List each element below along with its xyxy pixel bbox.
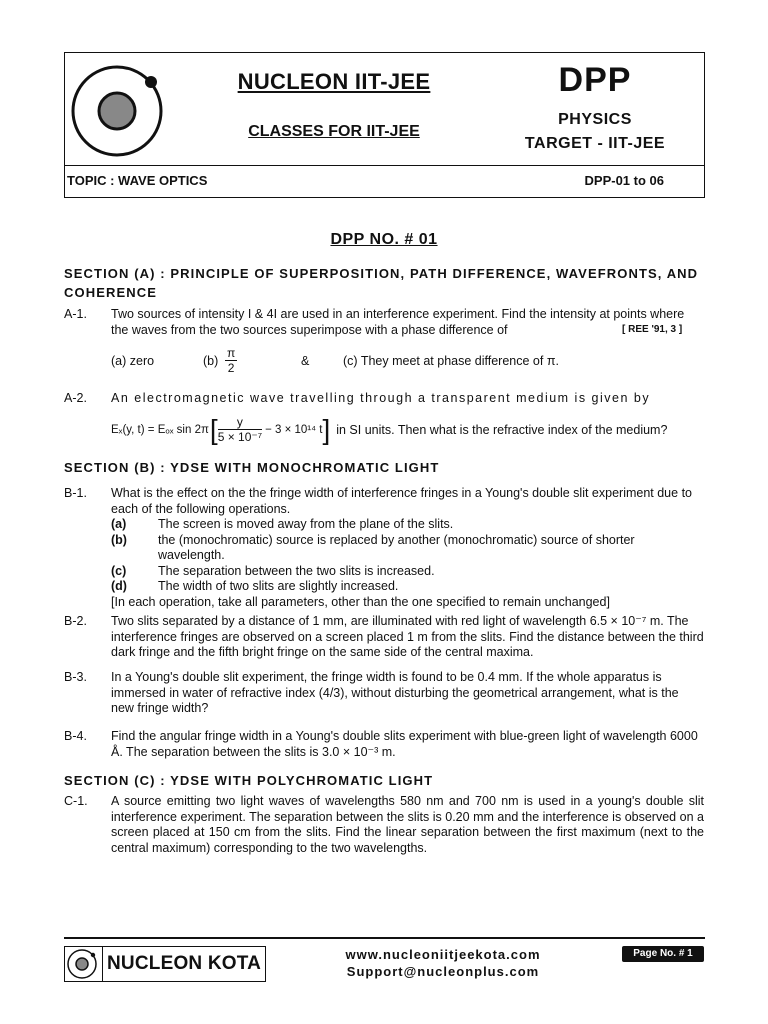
b1-subitems — [111, 517, 704, 610]
question-text: In a Young's double slit experiment, the fringe width is found to be 0.4 mm. If the whole apparatus is immersed in water of refractive index (4/3), without disturbing the geometrical arrangement, what is the new fringe width? — [111, 670, 679, 715]
fraction-denominator: 5 × 10⁻⁷ — [217, 430, 263, 444]
question-number: B-1. — [64, 486, 87, 500]
fraction-denominator: 2 — [227, 361, 235, 375]
option-c: (c) They meet at phase difference of π. — [343, 354, 559, 368]
option-a: (a) zero — [111, 354, 155, 368]
question-b2 — [64, 614, 704, 661]
equation-lhs: Eₓ(y, t) = Eₒₓ sin 2π — [111, 423, 209, 436]
item-text: The width of two slits are slightly increased. — [158, 579, 399, 593]
fraction-numerator: y — [218, 415, 262, 430]
website-link[interactable]: www.nucleoniitjeekota.com — [345, 947, 541, 962]
dpp-number-title: DPP NO. # 01 — [330, 231, 438, 248]
question-b4 — [64, 729, 704, 760]
list-item — [111, 564, 704, 580]
item-label: (b) — [111, 532, 127, 547]
question-a2 — [64, 391, 704, 407]
topic-label: TOPIC : WAVE OPTICS — [67, 173, 208, 188]
footer-brand: NUCLEON KOTA — [107, 953, 262, 974]
a1-options — [111, 346, 611, 378]
question-reference: [ REE '91, 3 ] — [622, 324, 683, 335]
dpp-range: DPP-01 to 06 — [584, 173, 664, 188]
footer-brand-divider — [102, 947, 103, 981]
pi-over-two-fraction — [225, 346, 237, 375]
equation-tail: in SI units. Then what is the refractive index of the medium? — [336, 422, 668, 437]
question-text: What is the effect on the the fringe width of interference fringes in a Young's double slit experiment due to each of the following operations. — [111, 486, 692, 516]
question-text: A source emitting two light waves of wavelengths 580 nm and 700 nm is used in a young's double slit interference experiment. The separation between the slits is 0.20 mm and the interference is observed on a screen placed at 150 cm from the slits. Find the linear separation between the first maximum (next to the central maximum) corresponding to the two wavelengths. — [111, 794, 704, 855]
question-c1 — [64, 794, 704, 856]
question-text: Two sources of intensity I & 4I are used in an interference experiment. Find the intensity at points where the waves from the two sources superimpose with a phase difference of — [111, 307, 685, 337]
item-text: The screen is moved away from the plane of the slits. — [158, 517, 454, 531]
b1-note: [In each operation, take all parameters, other than the one specified to remain unchanged] — [111, 594, 610, 609]
equation-rest: − 3 × 10¹⁴ t — [265, 423, 323, 436]
footer-rule — [64, 937, 705, 939]
org-subtitle: CLASSES FOR IIT-JEE — [248, 123, 420, 140]
list-item — [111, 579, 704, 595]
question-number: B-2. — [64, 614, 87, 628]
question-text: An electromagnetic wave travelling through a transparent medium is given by — [111, 391, 651, 405]
fraction-numerator: π — [227, 346, 236, 360]
question-b3 — [64, 670, 704, 717]
item-label: (d) — [111, 579, 127, 593]
section-b-heading: SECTION (B) : YDSE WITH MONOCHROMATIC LIGHT — [64, 460, 440, 475]
subject-label: PHYSICS — [558, 111, 632, 128]
equation-fraction — [218, 415, 262, 444]
question-number: A-1. — [64, 307, 87, 321]
question-a1 — [64, 307, 704, 338]
question-b1 — [64, 486, 704, 610]
nucleon-logo-icon — [65, 947, 99, 981]
footer-contact — [318, 946, 568, 980]
item-label: (c) — [111, 563, 127, 578]
page-number-badge: Page No. # 1 — [622, 946, 704, 962]
question-number: B-4. — [64, 729, 87, 743]
footer-brand-box — [64, 946, 266, 982]
list-item — [111, 533, 704, 564]
question-number: C-1. — [64, 794, 88, 808]
dpp-label: DPP — [558, 61, 632, 99]
question-text: Two slits separated by a distance of 1 mm, are illuminated with red light of wavelength 6.5 × 10⁻⁷ m. The interference fringes are observed on a screen placed 1 m from the slits. Find the distance between the third dark fringe and the fifth bright fringe on the same side of the central maxima. — [111, 614, 704, 659]
bracket-close: ] — [322, 413, 331, 445]
support-email[interactable]: Support@nucleonplus.com — [346, 964, 540, 979]
bracket-open: [ — [209, 413, 218, 445]
item-text: The separation between the two slits is increased. — [158, 563, 435, 578]
section-c-heading: SECTION (C) : YDSE WITH POLYCHROMATIC LIGHT — [64, 773, 434, 788]
question-number: A-2. — [64, 391, 87, 405]
header-divider — [65, 165, 704, 166]
wave-equation — [111, 415, 667, 444]
item-label: (a) — [111, 517, 127, 531]
nucleon-logo-icon — [67, 61, 167, 161]
ampersand: & — [301, 354, 310, 368]
list-item — [111, 517, 704, 533]
org-title: NUCLEON IIT-JEE — [237, 69, 431, 94]
item-text: the (monochromatic) source is replaced by another (monochromatic) source of shorter wavelength. — [158, 532, 635, 562]
option-b-label: (b) — [203, 354, 219, 368]
question-text: Find the angular fringe width in a Young's double slits experiment with blue-green light of wavelength 6000 Å. The separation between the slits is 3.0 × 10⁻³ m. — [111, 729, 698, 759]
header-box — [64, 52, 705, 198]
question-number: B-3. — [64, 670, 87, 684]
target-label: TARGET - IIT-JEE — [524, 135, 666, 152]
section-a-heading: SECTION (A) : PRINCIPLE OF SUPERPOSITION, PATH DIFFERENCE, WAVEFRONTS, AND COHERENCE — [64, 266, 699, 300]
